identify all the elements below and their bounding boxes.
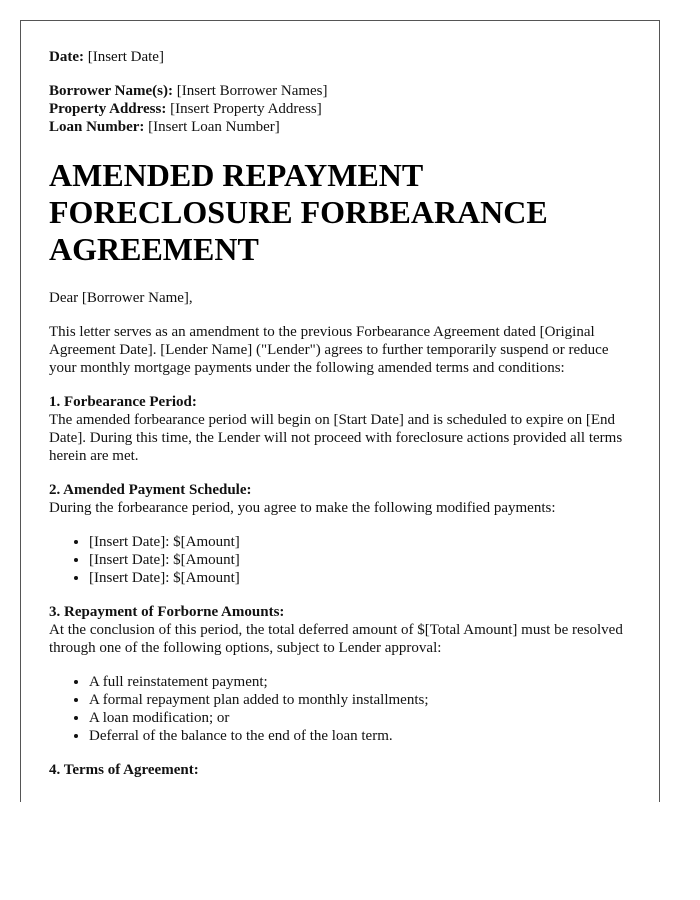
list-item: • A formal repayment plan added to monthly installments; [89, 691, 631, 709]
title-line: FORECLOSURE FORBEARANCE [49, 194, 548, 230]
section-heading: 1. Forbearance Period: [49, 394, 197, 410]
address-value: [Insert Property Address] [170, 101, 322, 117]
intro-paragraph: This letter serves as an amendment to the previous Forbearance Agreement dated [Original Agreement Date]. [Lender Name] ("Lender") agrees to further temporarily suspend or reduce your monthly mortgage payments under the following amended terms and conditions: [49, 324, 609, 376]
section-body: During the forbearance period, you agree to make the following modified payments: [49, 500, 556, 516]
list-item: • Deferral of the balance to the end of the loan term. [89, 727, 631, 745]
section-body: The amended forbearance period will begin on [Start Date] and is scheduled to expire on [End Date]. During this time, the Lender will not proceed with foreclosure actions provided all terms herein are met. [49, 412, 623, 464]
loan-value: [Insert Loan Number] [148, 119, 280, 135]
title-line: AMENDED REPAYMENT [49, 157, 424, 193]
section-repayment [49, 603, 631, 745]
document-title [49, 157, 631, 268]
section-forbearance-period [49, 393, 631, 465]
section-payment-schedule [49, 481, 631, 587]
letter-page [20, 20, 660, 802]
date-label: Date: [49, 49, 84, 65]
address-label: Property Address: [49, 101, 167, 117]
section-heading: 2. Amended Payment Schedule: [49, 482, 252, 498]
section-body: At the conclusion of this period, the total deferred amount of $[Total Amount] must be resolved through one of the following options, subject to Lender approval: [49, 622, 623, 656]
loan-label: Loan Number: [49, 119, 145, 135]
title-line: AGREEMENT [49, 231, 259, 267]
list-item: • [Insert Date]: $[Amount] [89, 569, 631, 587]
salutation: Dear [Borrower Name], [49, 290, 193, 306]
date-line [49, 48, 631, 66]
section-heading: 3. Repayment of Forborne Amounts: [49, 604, 285, 620]
borrower-value: [Insert Borrower Names] [176, 83, 328, 99]
options-list [49, 673, 631, 745]
borrower-label: Borrower Name(s): [49, 83, 173, 99]
borrower-info [49, 82, 631, 136]
section-heading: 4. Terms of Agreement: [49, 762, 199, 778]
section-terms [49, 761, 631, 779]
date-value: [Insert Date] [87, 49, 164, 65]
list-item: • [Insert Date]: $[Amount] [89, 533, 631, 551]
list-item: • A full reinstatement payment; [89, 673, 631, 691]
payment-list [49, 533, 631, 587]
list-item: • [Insert Date]: $[Amount] [89, 551, 631, 569]
list-item: • A loan modification; or [89, 709, 631, 727]
